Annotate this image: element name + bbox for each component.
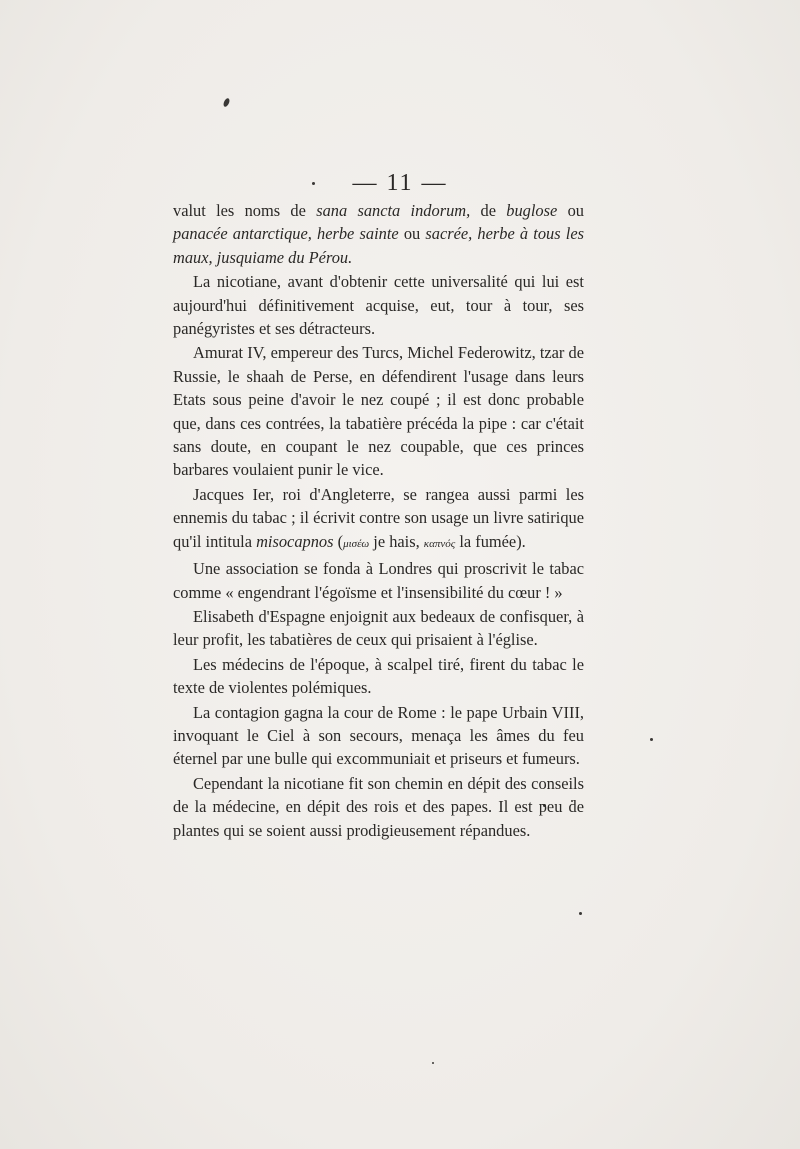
ink-speck <box>579 912 582 915</box>
italic-text: panacée antarctique, herbe sainte <box>173 224 399 244</box>
text-segment: Cependant la nicotiane fit son chemin en dépit des conseils de la médecine, en dépit des rois et des papes. Il est peu de plantes qui se soient aussi prodigieusement répandues. <box>173 773 584 840</box>
paragraph-p6 <box>173 605 584 652</box>
greek-word: μισέω <box>343 537 370 550</box>
ink-speck <box>432 1062 434 1064</box>
paragraph-p7 <box>173 653 584 700</box>
paragraph-p5 <box>173 557 584 604</box>
body-text <box>173 199 584 843</box>
paragraph-p2 <box>173 270 584 340</box>
text-segment: La contagion gagna la cour de Rome : le pape Urbain VIII, invoquant le Ciel à son secours, menaça les âmes du feu éternel par une bulle qui excommuniait et priseurs et fumeurs. <box>173 702 584 769</box>
paragraph-p9 <box>173 772 584 842</box>
text-segment: Amurat IV, empereur des Turcs, Michel Federowitz, tzar de Russie, le shaah de Perse, en défendirent l'usage dans leurs Etats sous peine d'avoir le nez coupé ; il est donc probable que, dans ces contrées, la tabatière précéda la pipe : car c'était sans doute, en coupant le nez coupable, que ces princes barbares voulaient punir le vice. <box>173 343 584 480</box>
text-segment: Une association se fonda à Londres qui proscrivit le tabac comme « engendrant l'égoïsme et l'insensibilité du cœur ! » <box>173 559 584 602</box>
ink-speck <box>222 97 230 107</box>
paragraph-p8 <box>173 701 584 771</box>
italic-text: sacrée, herbe à tous les maux, jusquiame du Pérou. <box>173 224 584 267</box>
text-segment: Elisabeth d'Espagne enjoignit aux bedeaux de confisquer, à leur profit, les tabatières de ceux qui prisaient à l'église. <box>173 606 584 650</box>
paragraph-p4 <box>173 483 584 556</box>
italic-text: sana sancta indorum, <box>316 201 471 220</box>
text-segment: la fumée). <box>455 531 526 551</box>
page-number: — 11 — <box>352 170 448 196</box>
text-segment: je hais, <box>369 531 424 551</box>
text-segment: ou <box>398 224 426 244</box>
italic-text: misocapnos <box>256 531 334 551</box>
text-segment: Les médecins de l'époque, à scalpel tiré, firent du tabac le texte de violentes polémiques. <box>173 654 584 698</box>
text-segment: de <box>470 201 507 220</box>
italic-text: buglose <box>506 201 558 220</box>
text-segment: La nicotiane, avant d'obtenir cette universalité qui lui est aujourd'hui définitivement acquise, eut, tour à tour, ses panégyristes et ses détracteurs. <box>173 272 584 339</box>
paragraph-p3 <box>173 341 584 481</box>
paragraph-p1 <box>173 199 584 269</box>
ink-speck <box>650 738 653 741</box>
text-segment: ou <box>557 201 584 220</box>
text-segment: valut les noms de <box>173 201 317 220</box>
text-segment: Jacques Ier, roi d'Angleterre, se rangea aussi parmi les ennemis du tabac ; il écrivit contre son usage un livre satirique qu'il intitula <box>173 484 584 551</box>
text-segment: ( <box>333 531 344 551</box>
greek-word: καπνός <box>423 537 456 550</box>
